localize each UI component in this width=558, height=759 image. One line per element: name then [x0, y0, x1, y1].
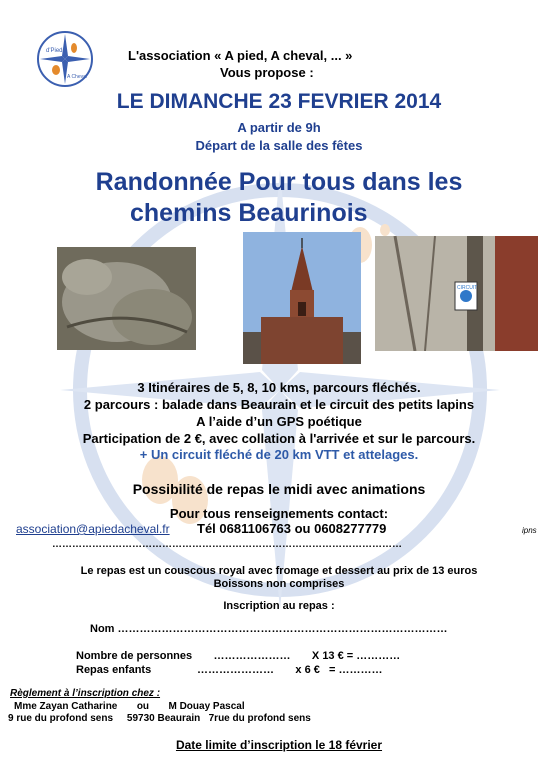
headline-1: Randonnée Pour tous dans les — [95, 168, 463, 196]
itineraries: 3 Itinéraires de 5, 8, 10 kms, parcours fléchés. — [137, 380, 421, 395]
registration-deadline: Date limite d’inscription le 18 février — [175, 738, 383, 752]
persons-field[interactable]: Nombre de personnes ………………… X 13 € = ………… — [76, 650, 401, 662]
svg-text:A Cheval: A Cheval — [67, 74, 88, 80]
proposes-line: Vous propose : — [220, 65, 314, 80]
name-field[interactable]: Nom ……………………………………………………………………………… — [90, 623, 448, 635]
association-logo — [36, 30, 94, 88]
menu-description: Le repas est un couscous royal avec fromage et dessert au prix de 13 euros — [80, 565, 478, 577]
payment-addresses: 9 rue du profond sens 59730 Beaurain 7rue du profond sens — [8, 713, 311, 724]
vtt-circuit: + Un circuit fléché de 20 km VTT et attelages. — [139, 447, 419, 462]
svg-text:d'Pied: d'Pied — [46, 48, 63, 54]
svg-text:CIRCUIT: CIRCUIT — [457, 285, 478, 291]
phone-numbers: Tél 0681106763 ou 0608277779 — [197, 521, 387, 536]
participation: Participation de 2 €, avec collation à l'arrivée et sur le parcours. — [82, 431, 476, 446]
ipns-label: ipns — [522, 526, 537, 535]
children-field[interactable]: Repas enfants ………………… x 6 € = ………… — [76, 664, 383, 676]
association-line: L'association « A pied, A cheval, ... » — [128, 48, 353, 63]
drinks-note: Boissons non comprises — [213, 578, 345, 590]
forest-sign-photo — [375, 236, 538, 351]
rock-photo — [57, 247, 196, 350]
meal-possibility: Possibilité de repas le midi avec animations — [132, 481, 426, 497]
church-photo — [243, 232, 361, 364]
email-link[interactable]: association@apiedacheval.fr — [16, 522, 170, 536]
event-date: LE DIMANCHE 23 FEVRIER 2014 — [116, 90, 442, 113]
inscription-label: Inscription au repas : — [223, 600, 335, 612]
gps-line: A l’aide d’un GPS poétique — [196, 414, 362, 429]
separator-dots: …………………………………………………………………………………………… — [52, 539, 402, 550]
event-start: Départ de la salle des fêtes — [195, 138, 363, 153]
headline-2: chemins Beaurinois — [130, 199, 368, 227]
payment-heading: Règlement à l’inscription chez : — [10, 688, 161, 699]
contact-heading: Pour tous renseignements contact: — [169, 506, 389, 521]
payment-names: Mme Zayan Catharine ou M Douay Pascal — [14, 701, 245, 712]
two-routes: 2 parcours : balade dans Beaurain et le circuit des petits lapins — [83, 397, 475, 412]
event-time: A partir de 9h — [237, 120, 321, 135]
